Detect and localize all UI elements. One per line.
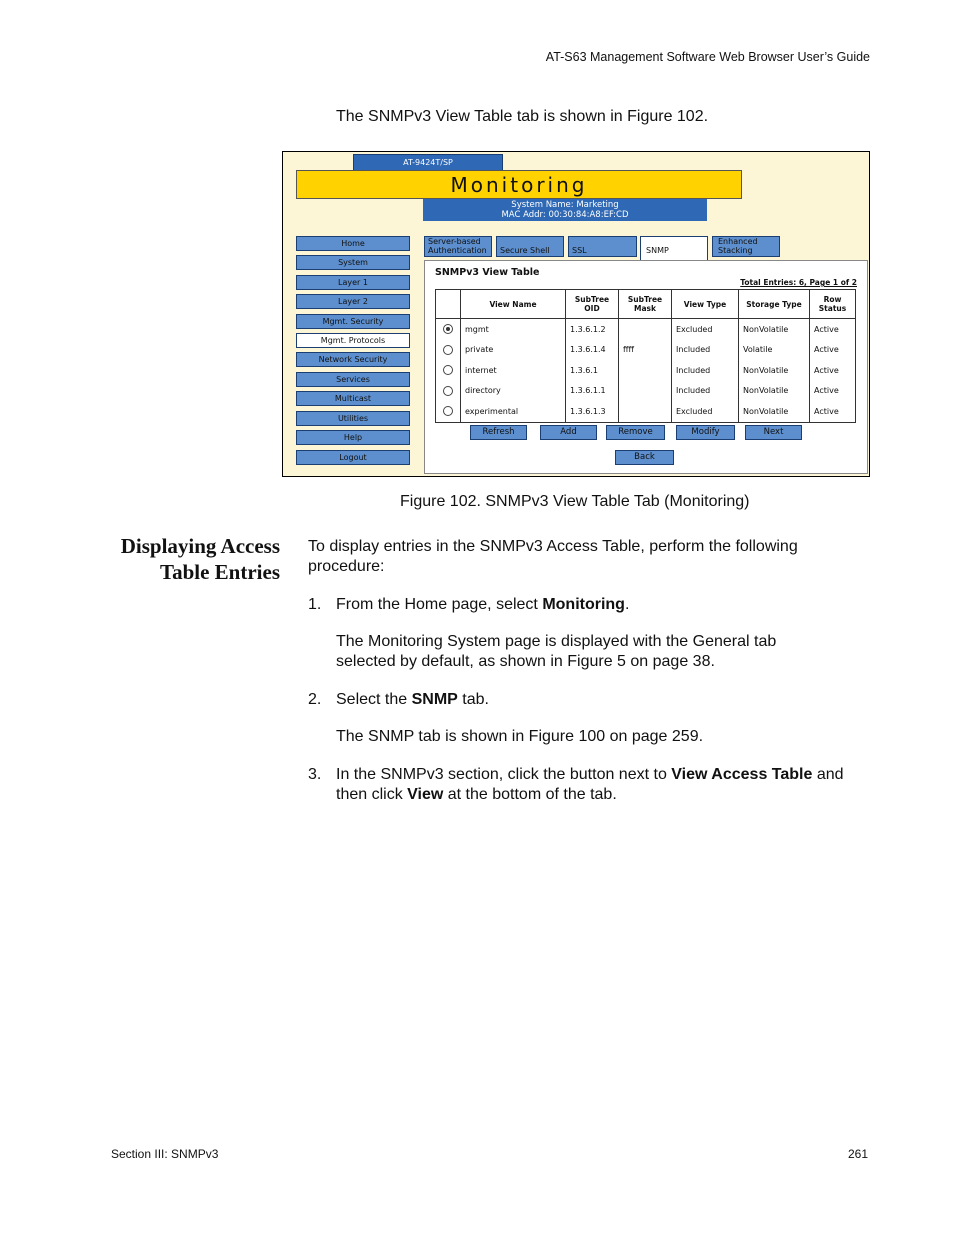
running-header: AT-S63 Management Software Web Browser User’s Guide (545, 50, 870, 64)
row-select-radio[interactable] (443, 365, 453, 375)
back-button[interactable]: Back (615, 450, 674, 465)
step-2-post: tab. (457, 691, 489, 708)
next-button[interactable]: Next (745, 425, 802, 440)
tab-secure-shell[interactable] (496, 236, 564, 257)
nav-layer1-button[interactable]: Layer 1 (296, 275, 410, 290)
footer-section: Section III: SNMPv3 (111, 1147, 219, 1161)
table-row (436, 340, 856, 361)
step-2-bold: SNMP (411, 691, 458, 708)
tab-enhanced-stacking[interactable] (712, 236, 780, 257)
step-3-bold: View Access Table (671, 766, 813, 783)
row-select-radio[interactable] (443, 386, 453, 396)
step-1-text (336, 595, 866, 615)
nav-mgmt-protocols-button[interactable]: Mgmt. Protocols (296, 333, 410, 348)
tab-server-based-auth[interactable] (424, 236, 492, 257)
row-select-radio[interactable] (443, 324, 453, 334)
view-type-cell: Excluded (672, 319, 739, 340)
step-1-number: 1. (308, 596, 322, 613)
step-3-pre: In the SNMPv3 section, click the button next to (336, 766, 672, 783)
panel-title: SNMPv3 View Table (435, 267, 540, 278)
storage-type-cell: NonVolatile (739, 401, 810, 422)
storage-type-header: Storage Type (739, 290, 810, 319)
step-3-post: at the bottom of the tab. (443, 786, 617, 803)
storage-type-cell: NonVolatile (739, 381, 810, 402)
intro-text: The SNMPv3 View Table tab is shown in Figure 102. (336, 108, 709, 125)
table-row (436, 401, 856, 422)
row-status-cell: Active (810, 360, 856, 381)
tab-ssl[interactable] (568, 236, 637, 257)
nav-help-button[interactable]: Help (296, 430, 410, 445)
subtree-mask-header-line1: SubTree (627, 295, 663, 304)
view-type-header: View Type (672, 290, 739, 319)
tab-label-line2: Secure Shell (500, 246, 550, 255)
subtree-oid-cell: 1.3.6.1.3 (566, 401, 619, 422)
subtree-mask-header (619, 290, 672, 319)
subtree-mask-header-line2: Mask (634, 304, 656, 313)
select-column-header (436, 290, 461, 319)
mac-address: MAC Addr: 00:30:84:A8:EF:CD (501, 210, 629, 220)
subtree-mask-cell (619, 381, 672, 402)
storage-type-cell: Volatile (739, 340, 810, 361)
step-3-text (336, 765, 866, 805)
total-entries: Total Entries: 6, Page 1 of 2 (740, 278, 857, 287)
step-1-note: The Monitoring System page is displayed with the General tab selected by default, as shown in Figure 5 on page 38. (336, 633, 777, 670)
tab-label-line2: Authentication (428, 246, 487, 255)
tab-label-line2: Stacking (718, 246, 753, 255)
step-3-bold2: View (407, 786, 444, 803)
view-type-cell: Included (672, 360, 739, 381)
step-1-post: . (624, 596, 630, 613)
section-heading-line2: Table Entries (160, 560, 280, 584)
tab-label-line1: Enhanced (718, 237, 758, 246)
view-type-cell: Included (672, 381, 739, 402)
step-1-pre: From the Home page, select (336, 596, 543, 613)
step-2-pre: Select the (336, 691, 412, 708)
nav-home-button[interactable]: Home (296, 236, 410, 251)
view-name-cell: directory (461, 381, 566, 402)
tab-label-line2: SNMP (646, 246, 669, 255)
row-status-cell: Active (810, 401, 856, 422)
nav-services-button[interactable]: Services (296, 372, 410, 387)
storage-type-cell: NonVolatile (739, 360, 810, 381)
tab-label-line2: SSL (572, 246, 587, 255)
subtree-oid-header-line2: OID (584, 304, 600, 313)
tab-label-line1 (500, 237, 563, 246)
paragraph-intro: To display entries in the SNMPv3 Access Table, perform the following procedure: (308, 538, 798, 575)
system-info-box (423, 199, 707, 221)
nav-logout-button[interactable]: Logout (296, 450, 410, 465)
row-status-cell: Active (810, 340, 856, 361)
subtree-oid-cell: 1.3.6.1.2 (566, 319, 619, 340)
subtree-mask-cell (619, 401, 672, 422)
subtree-mask-cell: ffff (619, 340, 672, 361)
figure-screenshot (282, 151, 870, 477)
table-row (436, 360, 856, 381)
figure-caption: Figure 102. SNMPv3 View Table Tab (Monitoring) (400, 493, 750, 510)
section-heading-line1: Displaying Access (120, 534, 280, 558)
nav-network-security-button[interactable]: Network Security (296, 352, 410, 367)
view-name-cell: private (461, 340, 566, 361)
tab-label-line1 (646, 237, 707, 246)
view-type-cell: Excluded (672, 401, 739, 422)
step-2-text (336, 690, 866, 710)
row-status-cell: Active (810, 319, 856, 340)
storage-type-cell: NonVolatile (739, 319, 810, 340)
view-type-cell: Included (672, 340, 739, 361)
view-name-cell: mgmt (461, 319, 566, 340)
section-heading (100, 533, 280, 585)
row-status-cell: Active (810, 381, 856, 402)
model-label: AT-9424T/SP (353, 154, 503, 171)
subtree-mask-cell (619, 360, 672, 381)
monitoring-banner: Monitoring (296, 170, 742, 199)
snmpv3-view-table-panel (424, 260, 868, 474)
add-button[interactable]: Add (540, 425, 597, 440)
step-2-note: The SNMP tab is shown in Figure 100 on page 259. (336, 728, 704, 745)
view-name-cell: internet (461, 360, 566, 381)
tab-label-line1: Server-based (428, 237, 481, 246)
nav-system-button[interactable]: System (296, 255, 410, 270)
nav-utilities-button[interactable]: Utilities (296, 411, 410, 426)
subtree-oid-cell: 1.3.6.1.4 (566, 340, 619, 361)
refresh-button[interactable]: Refresh (470, 425, 527, 440)
system-name: System Name: Marketing (511, 200, 619, 210)
tab-snmp[interactable] (640, 236, 708, 260)
step-3-number: 3. (308, 766, 322, 783)
step-1-bold: Monitoring (542, 596, 625, 613)
step-2-number: 2. (308, 691, 322, 708)
nav-multicast-button[interactable]: Multicast (296, 391, 410, 406)
footer-page-number: 261 (847, 1147, 868, 1161)
tab-label-line1 (572, 237, 636, 246)
remove-button[interactable]: Remove (606, 425, 665, 440)
subtree-oid-cell: 1.3.6.1 (566, 360, 619, 381)
subtree-oid-header (566, 290, 619, 319)
table-row (436, 319, 856, 340)
nav-layer2-button[interactable]: Layer 2 (296, 294, 410, 309)
row-select-radio[interactable] (443, 345, 453, 355)
step-3-mid: and then click (336, 766, 844, 803)
row-select-radio[interactable] (443, 406, 453, 416)
subtree-oid-cell: 1.3.6.1.1 (566, 381, 619, 402)
table-row (436, 381, 856, 402)
subtree-oid-header-line1: SubTree (574, 295, 610, 304)
view-name-cell: experimental (461, 401, 566, 422)
modify-button[interactable]: Modify (676, 425, 735, 440)
row-status-header: Row Status (810, 290, 856, 319)
view-name-header: View Name (461, 290, 566, 319)
nav-mgmt-security-button[interactable]: Mgmt. Security (296, 314, 410, 329)
view-table (435, 289, 856, 423)
subtree-mask-cell (619, 319, 672, 340)
